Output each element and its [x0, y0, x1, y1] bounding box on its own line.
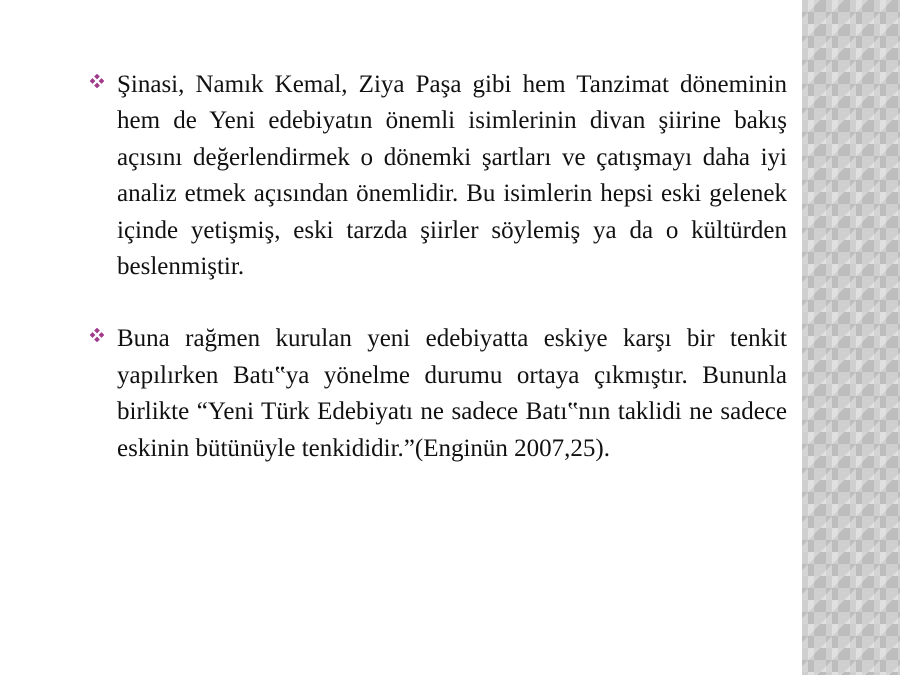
decorative-side-panel — [802, 0, 900, 675]
four-diamond-bullet-icon — [90, 74, 104, 88]
bullet-text-2: Buna rağmen kurulan yeni edebiyatta eskiye karşı bir tenkit yapılırken Batı‟ya yönelme durumu ortaya çıkmıştır. Bununla birlikte “Yeni Türk Edebiyatı ne sadece Batı‟nın taklidi ne sadece eskinin bütünüyle tenkididir.”(Enginün 2007,25). — [117, 325, 787, 462]
bullet-item-2 — [90, 321, 787, 467]
slide-content — [90, 67, 787, 467]
bullet-item-1 — [90, 67, 787, 285]
bullet-text-1: Şinasi, Namık Kemal, Ziya Paşa gibi hem Tanzimat döneminin hem de Yeni edebiyatın önemli isimlerinin divan şiirine bakış açısını değerlendirmek o dönemki şartları ve çatışmayı daha iyi analiz etmek açısından önemlidir. Bu isimlerin hepsi eski gelenek içinde yetişmiş, eski tarzda şiirler söylemiş ya da o kültürden beslenmiştir. — [117, 71, 787, 281]
four-diamond-bullet-icon — [90, 328, 104, 342]
